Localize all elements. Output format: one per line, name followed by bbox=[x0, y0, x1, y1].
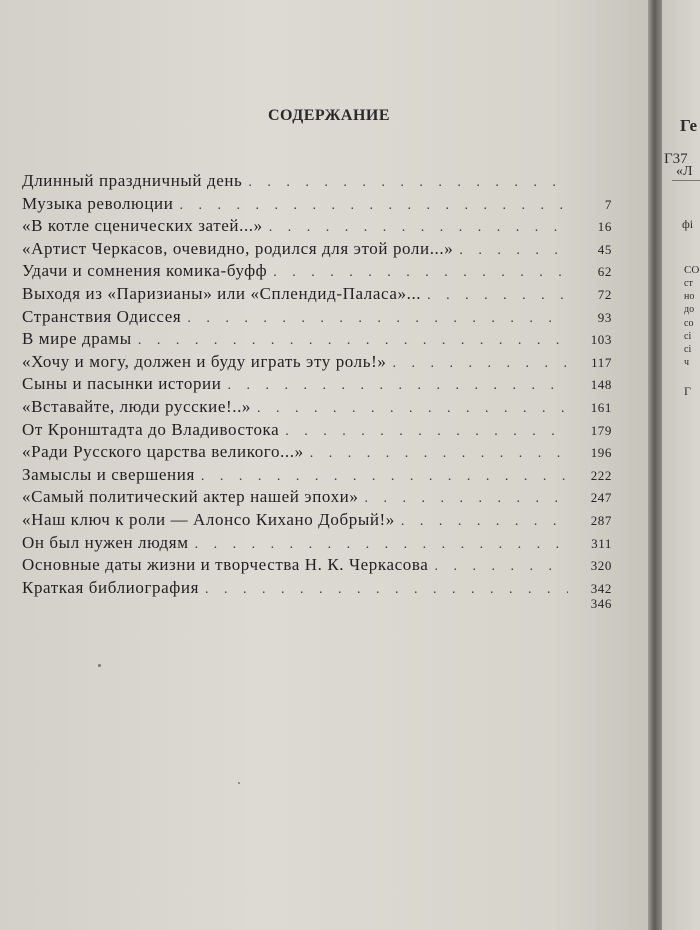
toc-entry-title: «Ради Русского царства великого...» bbox=[22, 442, 304, 462]
toc-leader-dots bbox=[132, 330, 568, 351]
adjacent-page-text: ч bbox=[684, 357, 690, 368]
toc-entry-title: «Самый политический актер нашей эпохи» bbox=[22, 487, 359, 507]
toc-entry bbox=[22, 170, 612, 193]
toc-entry bbox=[22, 554, 612, 577]
toc-entry bbox=[22, 238, 612, 261]
toc-entry bbox=[22, 464, 612, 487]
toc-entry-page: 161 bbox=[590, 399, 612, 415]
paper-speck bbox=[238, 782, 240, 784]
toc-entry bbox=[22, 577, 612, 600]
adjacent-page-rule bbox=[672, 180, 700, 181]
toc-entry bbox=[22, 351, 612, 374]
toc-leader-dots bbox=[358, 488, 568, 509]
toc-entry bbox=[22, 215, 612, 238]
toc-entry-title: «Вставайте, люди русские!..» bbox=[22, 396, 252, 416]
adjacent-page-text: Ге bbox=[680, 116, 698, 135]
toc-entry-title: «Наш ключ к роли — Алонсо Кихано Добрый!» bbox=[22, 509, 395, 529]
toc-entry bbox=[22, 486, 612, 509]
toc-entry bbox=[22, 509, 612, 532]
adjacent-page-text: сі bbox=[684, 331, 692, 342]
toc-entry-title: В мире драмы bbox=[22, 329, 132, 349]
toc-entry bbox=[22, 260, 612, 283]
toc-leader-dots bbox=[267, 262, 568, 283]
toc-entry bbox=[22, 599, 612, 609]
adjacent-page-text: ст bbox=[684, 278, 693, 289]
toc-entry-page: 62 bbox=[597, 264, 612, 280]
toc-leader-dots bbox=[386, 353, 568, 374]
toc-entry-page: 287 bbox=[590, 512, 612, 528]
toc-entry-page: 222 bbox=[590, 467, 612, 483]
toc-leader-dots bbox=[395, 511, 568, 532]
toc-entry-page: 93 bbox=[597, 309, 612, 325]
toc-leader-dots bbox=[173, 195, 568, 216]
adjacent-page-text: Г37 bbox=[664, 151, 688, 167]
toc-leader-dots bbox=[421, 285, 568, 306]
toc-entry-page: 346 bbox=[590, 599, 612, 610]
adjacent-page-text: СО bbox=[684, 264, 700, 276]
toc-entry bbox=[22, 396, 612, 419]
toc-leader-dots bbox=[199, 579, 568, 600]
toc-entry-page: 342 bbox=[590, 580, 612, 596]
paper-speck bbox=[98, 664, 101, 667]
toc-entry bbox=[22, 283, 612, 306]
adjacent-page-text: Г bbox=[684, 384, 691, 398]
toc-entry bbox=[22, 306, 612, 329]
toc-entry-title: Музыка революции bbox=[22, 193, 174, 213]
toc-entry-page: 247 bbox=[590, 490, 612, 506]
toc-entry-title: Длинный праздничный день bbox=[22, 171, 243, 190]
table-of-contents bbox=[22, 170, 612, 609]
toc-entry-page: 72 bbox=[597, 286, 612, 302]
toc-entry-title: Он был нужен людям bbox=[22, 532, 189, 552]
toc-entry-title: Странствия Одиссея bbox=[22, 306, 182, 326]
toc-entry-title: Сыны и пасынки истории bbox=[22, 374, 222, 394]
toc-entry bbox=[22, 328, 612, 351]
toc-leader-dots bbox=[428, 556, 568, 577]
toc-entry-page: 103 bbox=[590, 332, 612, 348]
toc-entry-page: 311 bbox=[591, 535, 612, 551]
toc-entry bbox=[22, 441, 612, 464]
toc-entry-page: 320 bbox=[590, 558, 612, 574]
adjacent-page-text: до bbox=[684, 304, 695, 315]
toc-leader-dots bbox=[242, 172, 568, 193]
toc-leader-dots bbox=[221, 375, 568, 396]
toc-entry bbox=[22, 419, 612, 442]
adjacent-page-text: со bbox=[684, 318, 694, 329]
toc-entry-title: От Кронштадта до Владивостока bbox=[22, 419, 280, 439]
toc-entry-page: 16 bbox=[597, 219, 612, 235]
toc-entry bbox=[22, 532, 612, 555]
toc-entry-page: 117 bbox=[591, 354, 612, 370]
toc-entry-page: 196 bbox=[590, 445, 612, 461]
toc-leader-dots bbox=[251, 398, 568, 419]
toc-entry-title: Удачи и сомнения комика-буфф bbox=[22, 261, 268, 281]
toc-entry-title: Замыслы и свершения bbox=[22, 464, 195, 484]
toc-entry-title: Выходя из «Паризианы» или «Сплендид-Паласа»... bbox=[22, 283, 422, 303]
toc-leader-dots bbox=[263, 217, 568, 238]
toc-leader-dots bbox=[189, 534, 568, 555]
toc-entry bbox=[22, 373, 612, 396]
toc-leader-dots bbox=[181, 308, 568, 329]
toc-leader-dots bbox=[195, 466, 568, 487]
toc-leader-dots bbox=[453, 240, 568, 261]
toc-leader-dots bbox=[304, 443, 568, 464]
toc-entry-page: 45 bbox=[597, 241, 612, 257]
toc-entry-title: «Артист Черкасов, очевидно, родился для этой роли...» bbox=[22, 238, 454, 258]
toc-entry-title: «Хочу и могу, должен и буду играть эту роль!» bbox=[22, 351, 387, 371]
toc-entry-page: 179 bbox=[590, 422, 612, 438]
toc-entry bbox=[22, 193, 612, 216]
adjacent-page-text: «Л bbox=[676, 164, 693, 179]
page-title: СОДЕРЖАНИЕ bbox=[268, 107, 391, 124]
adjacent-page-text: сі bbox=[684, 344, 692, 355]
toc-entry-page: 148 bbox=[590, 377, 612, 393]
toc-entry-page: 7 bbox=[604, 196, 612, 212]
toc-entry-title: «В котле сценических затей...» bbox=[22, 216, 263, 236]
adjacent-page-edge bbox=[662, 0, 700, 930]
adjacent-page-text: фі bbox=[682, 217, 694, 231]
toc-entry-title: Основные даты жизни и творчества Н. К. Черкасова bbox=[22, 555, 429, 575]
toc-leader-dots bbox=[279, 421, 568, 442]
adjacent-page-text: но bbox=[684, 291, 695, 302]
book-spine-gutter bbox=[648, 0, 662, 930]
toc-entry-title: Краткая библиография bbox=[22, 577, 199, 597]
